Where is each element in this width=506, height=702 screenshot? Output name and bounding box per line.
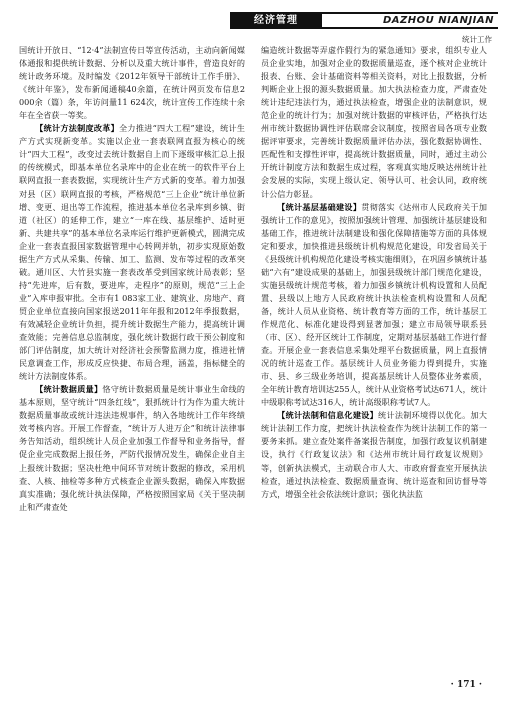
paragraph-body: 统计法制环境得以优化。加大统计法制工作力度，把统计执法检查作为统计法制工作的第一要务来抓。建立查处案件备案报告制度，加强行政复议机制建设，执行《行政复议法》和《达州市统计局行政复议规则》等，创新执法模式，主动联合市人大、市政府督查室开展执法检查，通过执法检查、数据质量查询、统计巡查和回访督导等方式，增强全社会依法统计意识；强化执法监: [261, 410, 487, 499]
section-heading: 【统计方法制度改革】: [35, 123, 120, 134]
paragraph: [261, 409, 487, 500]
paragraph-body: 恪守统计数据质量是统计事业生命线的基本原则，坚守统计“四条红线”，狠抓统计行为作为重大统计数据质量事故或统计违法违规事件，纳入各地统计工作年终绩效考核内容。开展工作督查，“统计万人进万企”和统计法律事务告知活动，组织统计人员企业加强工作督导和业务指导，督促企业完成数据上报任务，严防代报情况发生，确保企业自主上报统计数据；坚决杜绝中间环节对统计数据的修改，采用机查、人核、抽检等多种方式核查企业源头数据，确保入库数据真实准确；强化统计执法保障，严格按照国家局《关于坚决制止和严肃查处: [19, 384, 245, 512]
paragraph: 编造统计数据等弄虚作假行为的紧急通知》要求，组织专业人员企业实地，加强对企业的数据质量巡查，逐个核对企业统计报表、台账、会计基础资料等相关资料，对比上报数据，分析判断企业上报的源头数据质量。加大执法检查力度，严肃查处统计违纪违法行为，通过执法检查，增强企业的法制意识，规范企业的统计行为；加强对统计数据的审核评估，严格执行达州市统计数据协调性评估联席会议制度，按照省局各项专业数据评审要求，完善统计数据质量评估办法，强化数据协调性、匹配性和支撑性评审，提高统计数据质量，同时，通过主动公开统计制度方法和数据生成过程，客观真实地反映达州统计社会发展的实际，实现上级认定、领导认可、社会认同，政府统计公信力彰显。: [261, 45, 487, 199]
section-heading: 【统计数据质量】: [35, 384, 103, 395]
magazine-title: DAZHOU NIANJIAN: [382, 15, 494, 26]
right-column: [261, 44, 487, 501]
section-heading: 【统计法制和信息化建设】: [277, 410, 379, 421]
subsection-label: 统计工作: [462, 35, 492, 44]
section-heading: 【统计基层基础建设】: [277, 201, 362, 212]
paragraph: [19, 383, 245, 513]
page-number: · 171 ·: [450, 680, 482, 690]
running-header: [230, 12, 498, 46]
paragraph: [19, 122, 245, 383]
section-label: 经济管理: [230, 12, 322, 29]
paragraph-body: 全力推进“四大工程”建设，统计生产方式实现新变革。实施以企业一套表联网直报为核心的统计“四大工程”，改变过去统计数据自上而下逐级审核汇总上报的传统模式，即基本单位名录库中的企业在统一的软件平台上联网直报一套表数据，实现统计生产方式新的变革。着力加强对县（区）联网直报的考核，严格规范“三上企业”统计单位新增、变更、退出等工作流程，推进基本单位名录库到乡镇、街道（社区）的延伸工作，建立“一库在线、基层维护、适时更新、共建共享”的基本单位名录库运行维护更新模式，圆满完成企业一套表直报国家数据管理中心转网并轨，初步实现原始数据生产方式从采集、传输、加工、监测、发布等过程的改革突破。通川区、大竹县实施一套表改革受到国家统计局表彰；坚持“先进库，后有数，要进库，走程序”的原则，规范“三上企业”入库申报审批。全市有1 083家工业、建筑业、房地产、商贸企业单位直接向国家报送2011年年报和2012年季报数据，有效减轻企业统计负担，提升统计数据生产能力，提高统计调查效能；完善信息总监制度，强化统计数据行政干预公制度和部门评估制度，加大统计对经济社会预警监测力度，推进社情民意调查工作，形成反应快捷、布局合理，涵盖，指标健全的统计方法制度体系。: [19, 123, 245, 382]
left-column: [19, 44, 245, 514]
paragraph: 国统计开放日、“12·4”法制宣传日等宣传活动，主动向新闻媒体通报和提供统计数据、分析以及重大统计事件，营造良好的统计政务环境。及时编发《2012年领导干部统计工作手册》、《统计年鉴》，发布新闻通稿40余篇，在统计网页发布信息2 000余（篇）条，年访问量11 624次，统计宣传工作连续十余年在全省获一等奖。: [19, 45, 245, 121]
paragraph: [261, 201, 487, 410]
paragraph-body: 贯彻落实《达州市人民政府关于加强统计工作的意见》，按照加强统计管理、加强统计基层建设和基础工作，推进统计法制建设和强化保障措施等方面的具体规定和要求，加快推进县级统计机构规范化建设，印发省局关于《县级统计机构规范化建设考核实施细则》，在巩固乡镇统计基础“六有”建设成果的基础上，加强县级统计部门规范化建设，实施县级统计规范考核，着力加强乡镇统计机构设置和人员配置、县级以上地方人民政府统计执法检查机构设置和人员配备，统计人员从业资格、统计教育等方面的工作，统计基层工作规范化、标准化建设得到显著加强；建立市局领导联系县（市、区）、经开区统计工作制度，定期对基层基础工作进行督查。开展企业一套表信息采集处理平台数据质量，网上直报情况的统计巡查工作。基层统计人员业务能力得到提升，实施市、县、乡三级业务培训，提高基层统计人员整体业务素质，全年统计教育培训达255人，统计从业资格考试达671人，统计中级职称考试达316人，统计高级职称考试7人。: [261, 201, 487, 408]
